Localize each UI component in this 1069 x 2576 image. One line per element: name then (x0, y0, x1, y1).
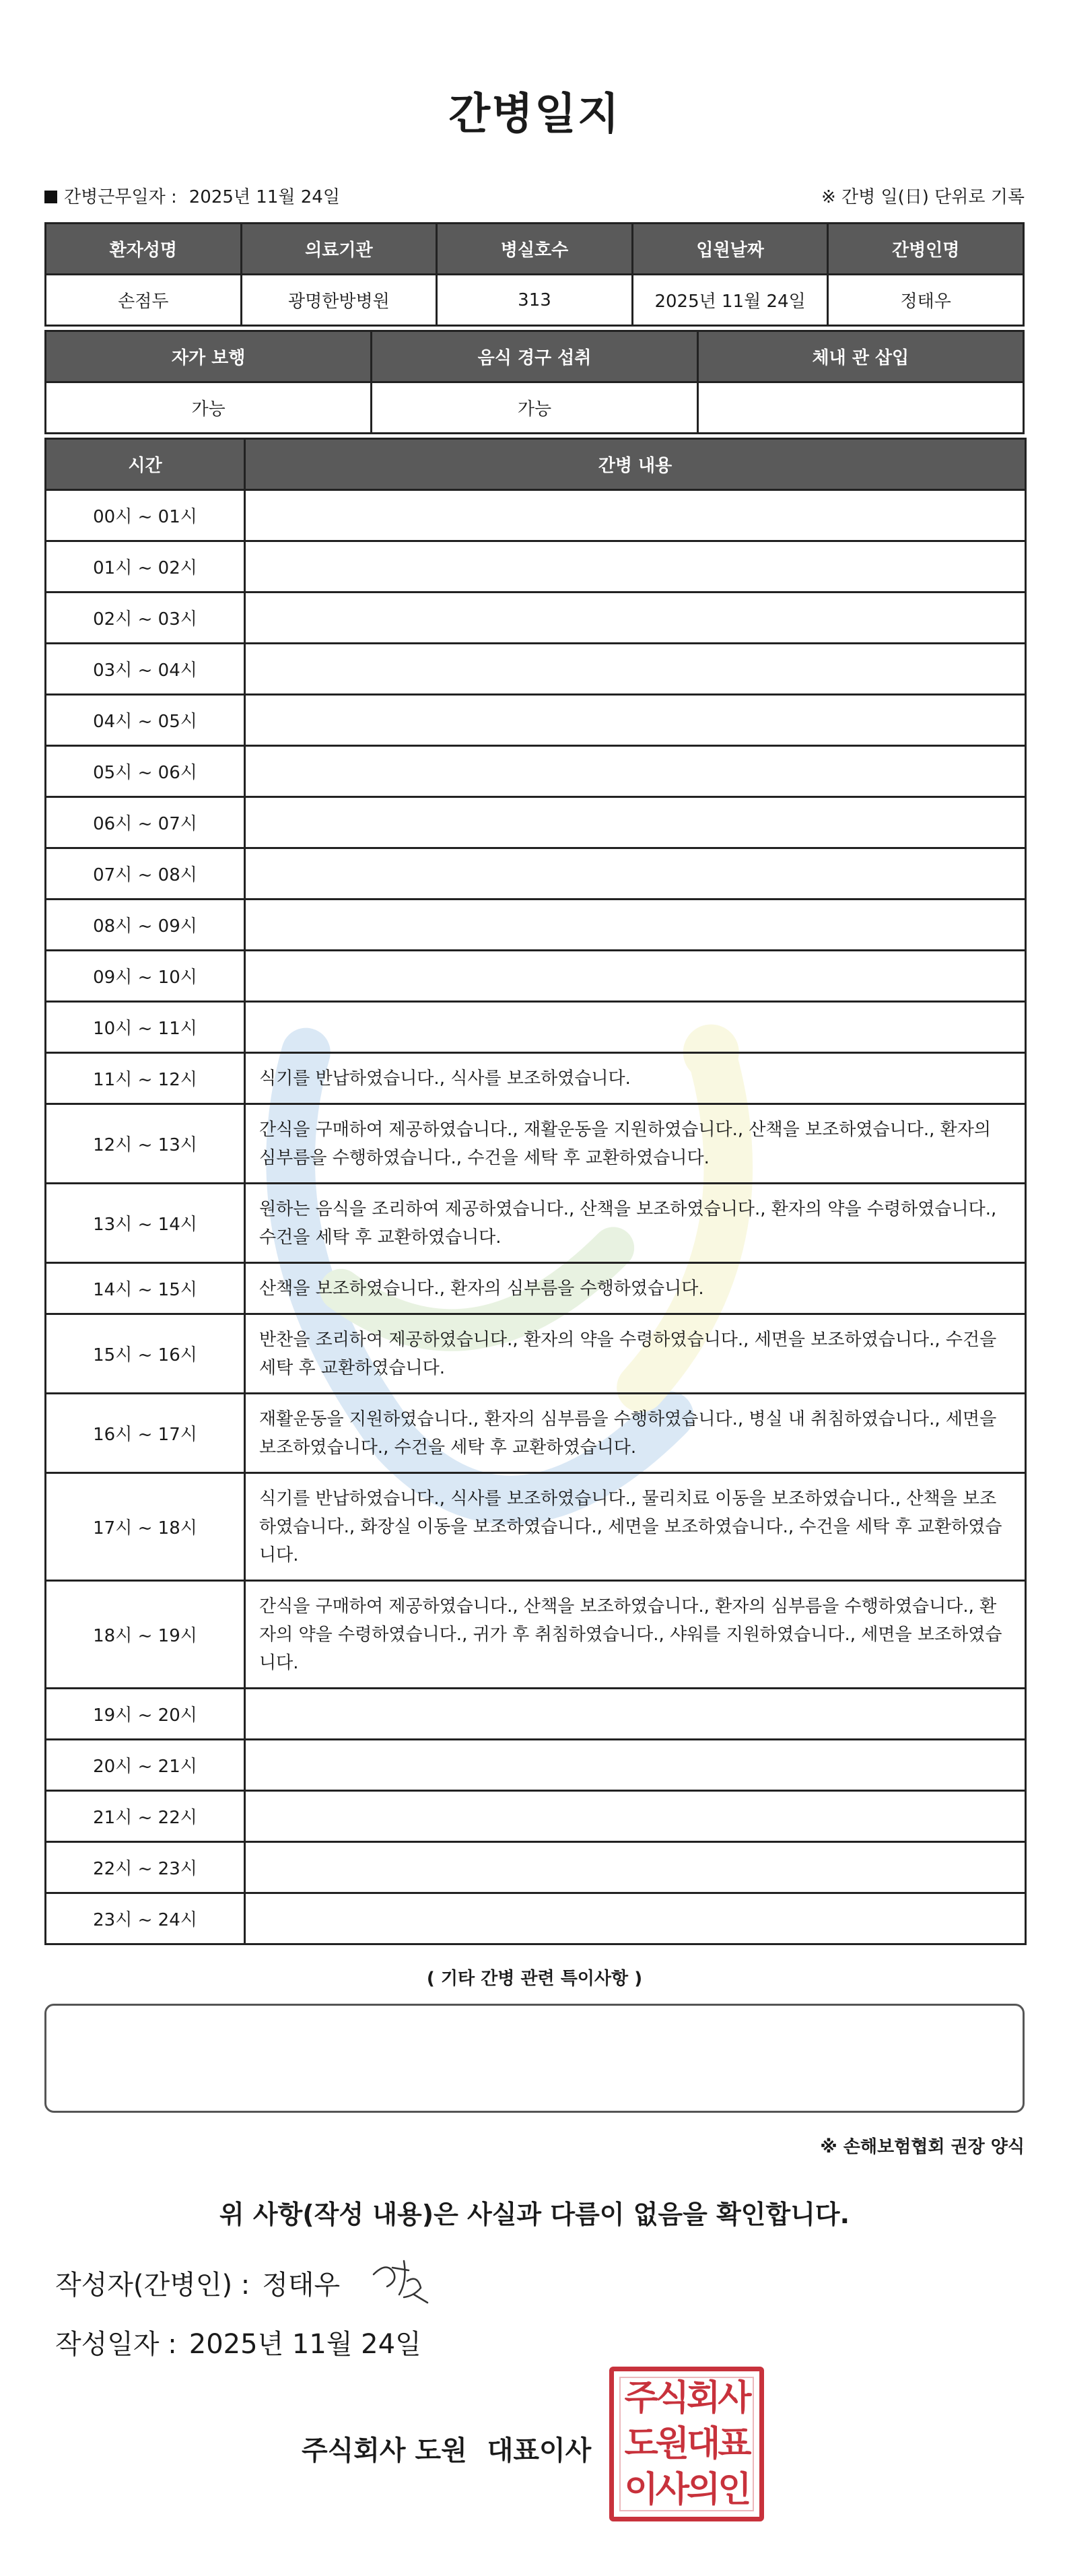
table-row (46, 541, 1026, 592)
time-cell: 14시 ~ 15시 (46, 1263, 245, 1314)
time-cell: 23시 ~ 24시 (46, 1893, 245, 1944)
time-cell: 00시 ~ 01시 (46, 490, 245, 541)
admission-date: 2025년 11월 24일 (632, 275, 828, 326)
time-cell: 10시 ~ 11시 (46, 1002, 245, 1053)
care-content-cell (245, 490, 1026, 541)
time-cell: 18시 ~ 19시 (46, 1581, 245, 1689)
care-content-cell (245, 1689, 1026, 1740)
seal-line: 주식회사 (624, 2378, 749, 2418)
time-cell: 17시 ~ 18시 (46, 1473, 245, 1581)
care-content-cell (245, 1893, 1026, 1944)
care-content-cell: 식기를 반납하였습니다., 식사를 보조하였습니다. (245, 1053, 1026, 1104)
remarks-box (44, 2004, 1025, 2113)
care-content-cell (245, 951, 1026, 1002)
header-hospital: 의료기관 (241, 224, 437, 275)
care-content-cell (245, 746, 1026, 797)
time-cell: 15시 ~ 16시 (46, 1314, 245, 1394)
time-cell: 02시 ~ 03시 (46, 592, 245, 644)
table-row (46, 1394, 1026, 1473)
company-line (302, 2429, 591, 2468)
time-cell: 09시 ~ 10시 (46, 951, 245, 1002)
writer-name: 정태우 (262, 2270, 341, 2301)
table-row (46, 695, 1026, 746)
room-number: 313 (437, 275, 633, 326)
care-content-cell: 산책을 보조하였습니다., 환자의 심부름을 수행하였습니다. (245, 1263, 1026, 1314)
company-name: 주식회사 도원 (302, 2435, 467, 2466)
header-room-number: 병실호수 (437, 224, 633, 275)
time-cell: 03시 ~ 04시 (46, 644, 245, 695)
tube-insertion-value (697, 382, 1023, 434)
meta-row (44, 183, 1025, 211)
work-date (44, 183, 340, 208)
table-row (46, 1184, 1026, 1263)
time-cell: 16시 ~ 17시 (46, 1394, 245, 1473)
time-cell: 04시 ~ 05시 (46, 695, 245, 746)
time-cell: 13시 ~ 14시 (46, 1184, 245, 1263)
table-row (46, 1842, 1026, 1893)
table-row (46, 1053, 1026, 1104)
care-content-cell (245, 1002, 1026, 1053)
remarks-title: ( 기타 간병 관련 특이사항 ) (426, 1969, 643, 1989)
caregiver-name: 정태우 (828, 275, 1024, 326)
table-row (46, 1893, 1026, 1944)
ceo-title: 대표이사 (487, 2435, 592, 2466)
written-date-label: 작성일자 : (55, 2329, 177, 2360)
care-content-cell: 간식을 구매하여 제공하였습니다., 재활운동을 지원하였습니다., 산책을 보조하였습니다., 환자의 심부름을 수행하였습니다., 수건을 세탁 후 교환하였습니다. (245, 1104, 1026, 1184)
care-content-cell (245, 541, 1026, 592)
table-row (46, 1473, 1026, 1581)
table-row (46, 1314, 1026, 1394)
daily-record-note: ※ 간병 일(日) 단위로 기록 (821, 187, 1025, 207)
self-walking-value: 가능 (46, 382, 372, 434)
table-row (46, 490, 1026, 541)
care-content-cell (245, 1842, 1026, 1893)
table-row (46, 1002, 1026, 1053)
patient-name: 손점두 (46, 275, 242, 326)
header-tube-insertion: 체내 관 삽입 (697, 331, 1023, 382)
header-time: 시간 (46, 439, 245, 490)
care-content-cell (245, 1740, 1026, 1791)
bullet-square-icon (44, 191, 57, 203)
table-row (46, 900, 1026, 951)
care-content-cell: 간식을 구매하여 제공하였습니다., 산책을 보조하였습니다., 환자의 심부름을 수행하였습니다., 환자의 약을 수령하였습니다., 귀가 후 취침하였습니다., 샤워를 지원하였습니다., 세면을 보조하였습니다. (245, 1581, 1026, 1689)
table-row (46, 797, 1026, 848)
writer-line (55, 2264, 340, 2302)
time-cell: 12시 ~ 13시 (46, 1104, 245, 1184)
table-row (46, 1104, 1026, 1184)
table-row (46, 1791, 1026, 1842)
care-content-cell (245, 695, 1026, 746)
time-cell: 20시 ~ 21시 (46, 1740, 245, 1791)
table-row (46, 848, 1026, 900)
table-row (46, 746, 1026, 797)
seal-line: 도원대표 (624, 2424, 749, 2464)
care-content-cell: 반찬을 조리하여 제공하였습니다., 환자의 약을 수령하였습니다., 세면을 보조하였습니다., 수건을 세탁 후 교환하였습니다. (245, 1314, 1026, 1394)
company-seal-stamp (609, 2367, 764, 2521)
seal-line: 이사의인 (624, 2470, 749, 2510)
header-caregiver-name: 간병인명 (828, 224, 1024, 275)
time-cell: 22시 ~ 23시 (46, 1842, 245, 1893)
care-log-table (44, 438, 1027, 1945)
work-date-label: 간병근무일자 : (64, 187, 177, 207)
header-patient-name: 환자성명 (46, 224, 242, 275)
patient-info-table (44, 222, 1025, 327)
table-row (46, 1740, 1026, 1791)
care-content-cell (245, 797, 1026, 848)
written-date-line (55, 2323, 421, 2361)
recommend-note: ※ 손해보험협회 권장 양식 (820, 2137, 1025, 2157)
header-oral-intake: 음식 경구 섭취 (372, 331, 697, 382)
time-cell: 21시 ~ 22시 (46, 1791, 245, 1842)
patient-condition-table (44, 330, 1025, 434)
table-row (46, 1689, 1026, 1740)
care-content-cell (245, 848, 1026, 900)
time-cell: 19시 ~ 20시 (46, 1689, 245, 1740)
time-cell: 06시 ~ 07시 (46, 797, 245, 848)
table-row (46, 951, 1026, 1002)
work-date-value: 2025년 11월 24일 (188, 187, 340, 207)
care-content-cell (245, 644, 1026, 695)
time-cell: 08시 ~ 09시 (46, 900, 245, 951)
care-content-cell: 원하는 음식을 조리하여 제공하였습니다., 산책을 보조하였습니다., 환자의 약을 수령하였습니다., 수건을 세탁 후 교환하였습니다. (245, 1184, 1026, 1263)
writer-label: 작성자(간병인) : (55, 2270, 250, 2301)
time-cell: 05시 ~ 06시 (46, 746, 245, 797)
care-content-cell (245, 900, 1026, 951)
header-care-content: 간병 내용 (245, 439, 1026, 490)
hospital-name: 광명한방병원 (241, 275, 437, 326)
table-row (46, 1581, 1026, 1689)
handwritten-signature (367, 2254, 434, 2308)
confirmation-statement: 위 사항(작성 내용)은 사실과 다름이 없음을 확인합니다. (219, 2200, 850, 2229)
document-title: 간병일지 (448, 90, 621, 139)
care-content-cell: 식기를 반납하였습니다., 식사를 보조하였습니다., 물리치료 이동을 보조하였습니다., 산책을 보조하였습니다., 화장실 이동을 보조하였습니다., 세면을 보조하였습니다., 수건을 세탁 후 교환하였습니다. (245, 1473, 1026, 1581)
header-admission-date: 입원날짜 (632, 224, 828, 275)
table-row (46, 644, 1026, 695)
time-cell: 01시 ~ 02시 (46, 541, 245, 592)
care-content-cell (245, 1791, 1026, 1842)
table-row (46, 1263, 1026, 1314)
written-date-value: 2025년 11월 24일 (188, 2329, 421, 2360)
care-content-cell (245, 592, 1026, 644)
table-row (46, 592, 1026, 644)
oral-intake-value: 가능 (372, 382, 697, 434)
care-content-cell: 재활운동을 지원하였습니다., 환자의 심부름을 수행하였습니다., 병실 내 취침하였습니다., 세면을 보조하였습니다., 수건을 세탁 후 교환하였습니다. (245, 1394, 1026, 1473)
time-cell: 11시 ~ 12시 (46, 1053, 245, 1104)
time-cell: 07시 ~ 08시 (46, 848, 245, 900)
header-self-walking: 자가 보행 (46, 331, 372, 382)
